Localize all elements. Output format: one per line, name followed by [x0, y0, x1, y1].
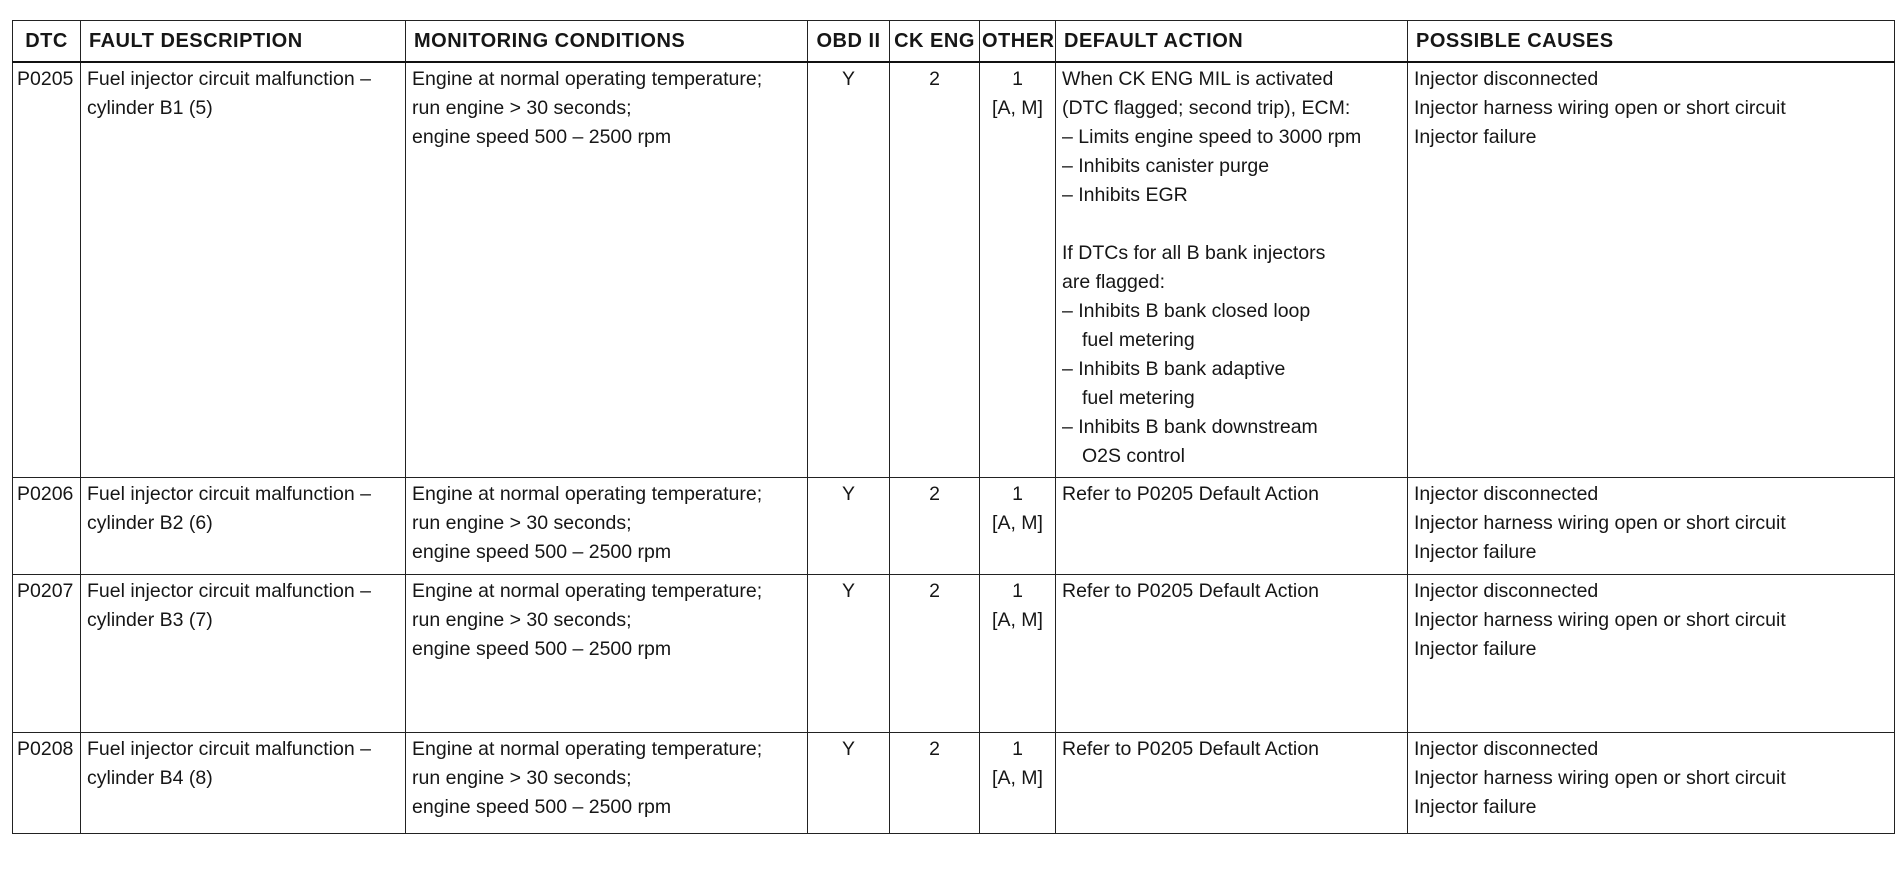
other-value — [980, 575, 1056, 733]
other-line: 1 — [1012, 580, 1023, 602]
header-ck-eng: CK ENG — [890, 21, 980, 63]
default-line: – Inhibits B bank adaptive — [1062, 358, 1286, 380]
dtc-code: P0207 — [13, 575, 81, 733]
default-line: – Inhibits B bank downstream — [1062, 416, 1318, 438]
fault-line: Fuel injector circuit malfunction – — [87, 738, 371, 760]
default-line: fuel metering — [1082, 329, 1195, 351]
monitoring-line: Engine at normal operating temperature; — [412, 738, 763, 760]
other-line: [A, M] — [992, 97, 1043, 119]
header-row — [13, 21, 1895, 63]
monitoring-line: run engine > 30 seconds; — [412, 609, 632, 631]
header-default-action: DEFAULT ACTION — [1056, 21, 1408, 63]
cause-line: Injector harness wiring open or short circuit — [1414, 767, 1786, 789]
obd-ii-value: Y — [808, 733, 890, 834]
ck-eng-value: 2 — [890, 62, 980, 478]
fault-description — [81, 478, 406, 575]
monitoring-line: engine speed 500 – 2500 rpm — [412, 796, 672, 818]
default-action — [1056, 62, 1408, 478]
other-line: 1 — [1012, 738, 1023, 760]
monitoring-conditions — [406, 62, 808, 478]
monitoring-line: Engine at normal operating temperature; — [412, 68, 763, 90]
other-value — [980, 478, 1056, 575]
default-line: O2S control — [1082, 445, 1185, 467]
possible-causes — [1408, 478, 1895, 575]
ck-eng-value: 2 — [890, 478, 980, 575]
cause-line: Injector disconnected — [1414, 738, 1599, 760]
default-line: fuel metering — [1082, 387, 1195, 409]
default-line: are flagged: — [1062, 271, 1165, 293]
cause-line: Injector failure — [1414, 126, 1537, 148]
default-action: Refer to P0205 Default Action — [1056, 575, 1408, 733]
obd-ii-value: Y — [808, 478, 890, 575]
cause-line: Injector harness wiring open or short circuit — [1414, 609, 1786, 631]
monitoring-conditions — [406, 733, 808, 834]
cause-line: Injector harness wiring open or short circuit — [1414, 97, 1786, 119]
monitoring-line: engine speed 500 – 2500 rpm — [412, 638, 672, 660]
other-value — [980, 733, 1056, 834]
monitoring-line: engine speed 500 – 2500 rpm — [412, 126, 672, 148]
fault-line: Fuel injector circuit malfunction – — [87, 483, 371, 505]
monitoring-line: run engine > 30 seconds; — [412, 512, 632, 534]
other-line: [A, M] — [992, 767, 1043, 789]
other-line: [A, M] — [992, 512, 1043, 534]
cause-line: Injector disconnected — [1414, 483, 1599, 505]
monitoring-line: run engine > 30 seconds; — [412, 97, 632, 119]
fault-line: Fuel injector circuit malfunction – — [87, 580, 371, 602]
default-action: Refer to P0205 Default Action — [1056, 478, 1408, 575]
fault-description — [81, 62, 406, 478]
table-row — [13, 62, 1895, 478]
ck-eng-value: 2 — [890, 575, 980, 733]
ck-eng-value: 2 — [890, 733, 980, 834]
fault-line: cylinder B4 (8) — [87, 767, 213, 789]
dtc-code: P0205 — [13, 62, 81, 478]
default-line: If DTCs for all B bank injectors — [1062, 242, 1326, 264]
obd-ii-value: Y — [808, 62, 890, 478]
default-line: – Inhibits canister purge — [1062, 155, 1270, 177]
monitoring-conditions — [406, 478, 808, 575]
possible-causes — [1408, 733, 1895, 834]
monitoring-conditions — [406, 575, 808, 733]
header-dtc: DTC — [13, 21, 81, 63]
other-line: 1 — [1012, 68, 1023, 90]
fault-description — [81, 575, 406, 733]
other-line: 1 — [1012, 483, 1023, 505]
fault-description — [81, 733, 406, 834]
table-row — [13, 575, 1895, 733]
possible-causes — [1408, 62, 1895, 478]
fault-line: cylinder B2 (6) — [87, 512, 213, 534]
header-monitoring-conditions: MONITORING CONDITIONS — [406, 21, 808, 63]
cause-line: Injector failure — [1414, 638, 1537, 660]
cause-line: Injector disconnected — [1414, 580, 1599, 602]
default-action: Refer to P0205 Default Action — [1056, 733, 1408, 834]
header-fault-description: FAULT DESCRIPTION — [81, 21, 406, 63]
header-other: OTHER — [980, 21, 1056, 63]
paragraph-gap — [1062, 210, 1401, 239]
fault-line: cylinder B3 (7) — [87, 609, 213, 631]
cause-line: Injector disconnected — [1414, 68, 1599, 90]
other-value — [980, 62, 1056, 478]
header-obd-ii: OBD II — [808, 21, 890, 63]
cause-line: Injector failure — [1414, 796, 1537, 818]
fault-line: cylinder B1 (5) — [87, 97, 213, 119]
monitoring-line: Engine at normal operating temperature; — [412, 483, 763, 505]
monitoring-line: run engine > 30 seconds; — [412, 767, 632, 789]
monitoring-line: engine speed 500 – 2500 rpm — [412, 541, 672, 563]
default-line: – Limits engine speed to 3000 rpm — [1062, 126, 1362, 148]
dtc-code: P0206 — [13, 478, 81, 575]
other-line: [A, M] — [992, 609, 1043, 631]
obd-ii-value: Y — [808, 575, 890, 733]
header-possible-causes: POSSIBLE CAUSES — [1408, 21, 1895, 63]
default-line: (DTC flagged; second trip), ECM: — [1062, 97, 1351, 119]
dtc-code: P0208 — [13, 733, 81, 834]
fault-line: Fuel injector circuit malfunction – — [87, 68, 371, 90]
table-row — [13, 478, 1895, 575]
default-line: – Inhibits B bank closed loop — [1062, 300, 1311, 322]
cause-line: Injector harness wiring open or short circuit — [1414, 512, 1786, 534]
default-line: When CK ENG MIL is activated — [1062, 68, 1334, 90]
monitoring-line: Engine at normal operating temperature; — [412, 580, 763, 602]
possible-causes — [1408, 575, 1895, 733]
default-line: – Inhibits EGR — [1062, 184, 1188, 206]
table-row — [13, 733, 1895, 834]
dtc-table — [12, 20, 1895, 834]
cause-line: Injector failure — [1414, 541, 1537, 563]
